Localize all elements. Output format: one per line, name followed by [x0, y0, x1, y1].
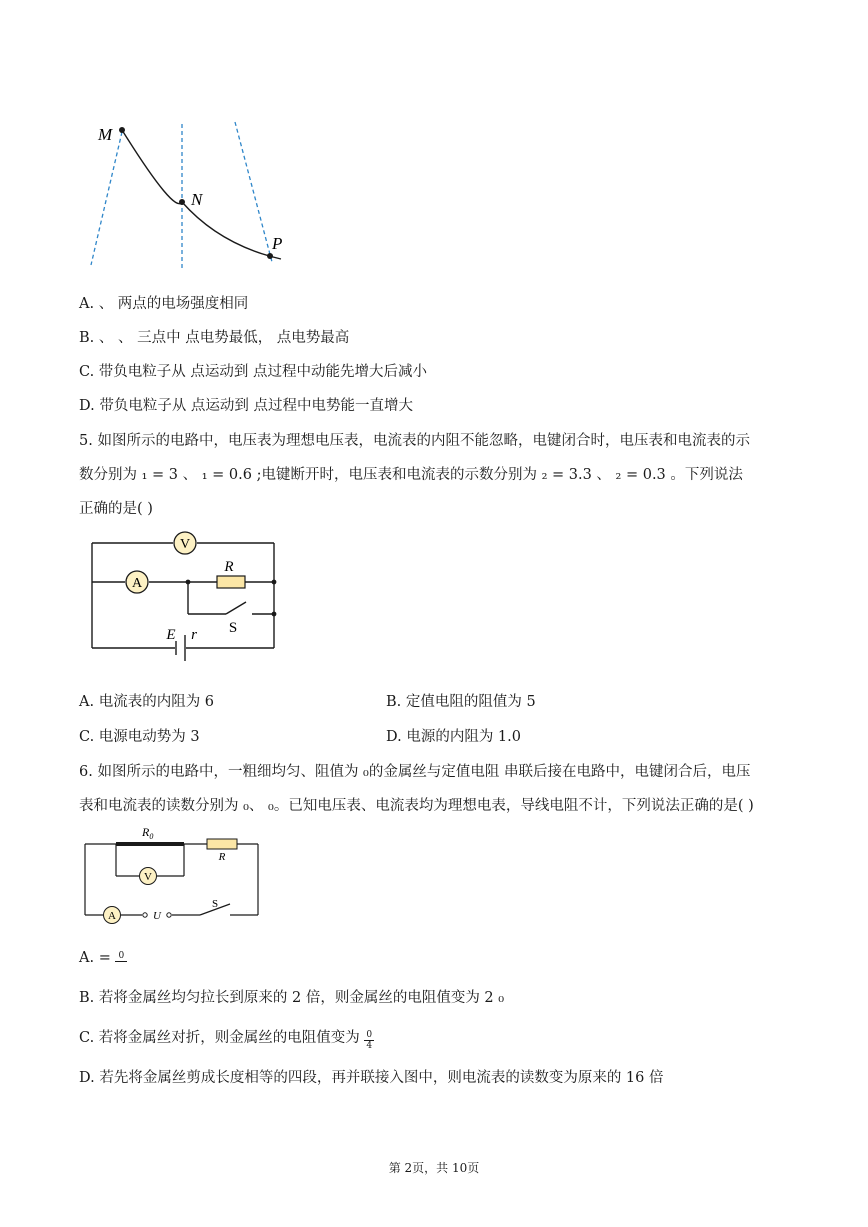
q5-stem-line3: 正确的是( ) [79, 501, 153, 517]
q6-resistor-label: R [218, 851, 226, 863]
dashed-equipotential-right [235, 122, 272, 262]
q4-option-a: A. 、 两点的电场强度相同 [79, 296, 249, 312]
q6-ammeter-icon [104, 907, 121, 924]
svg-text:A: A [108, 910, 116, 922]
resistor-icon [217, 576, 245, 588]
q6-circuit-figure [80, 824, 264, 924]
r0-label: $R_0$ [142, 825, 154, 841]
q6-stem-line1: 6. 如图所示的电路中，一粗细均匀、阻值为 ₀的金属丝与定值电阻 串联后接在电路中，电键闭合后，电压 [79, 764, 751, 780]
label-m: M [98, 125, 113, 144]
q4-option-c: C. 带负电粒子从 点运动到 点过程中动能先增大后减小 [79, 364, 428, 380]
point-m-dot [119, 127, 125, 133]
q5-stem-line2: 数分别为 ₁ = 3 、 ₁ = 0.6 ;电键断开时，电压表和电流表的示数分别为 ₂ = 3.3 、 ₂ = 0.3 。下列说法 [79, 467, 743, 483]
voltmeter-icon [174, 532, 196, 554]
resistor-label: R [224, 559, 234, 575]
svg-text:A: A [131, 576, 143, 591]
svg-text:V: V [179, 537, 191, 552]
label-p: P [272, 234, 283, 253]
q6-option-b: B. 若将金属丝均匀拉长到原来的 2 倍，则金属丝的电阻值变为 2 ₀ [79, 990, 505, 1006]
q5-option-b: B. 定值电阻的阻值为 5 [386, 694, 536, 710]
q6-option-c-fraction [364, 1030, 374, 1051]
q6-option-a-prefix: A. = [79, 950, 111, 966]
q6-option-c [79, 1028, 374, 1051]
emf-label: E [166, 627, 176, 643]
q6-option-d: D. 若先将金属丝剪成长度相等的四段，再并联接入图中，则电流表的读数变为原来的 16 倍 [79, 1070, 664, 1086]
q6-switch-label: S [211, 898, 219, 910]
q5-option-a: A. 电流表的内阻为 6 [79, 694, 215, 710]
internal-r-label: r [191, 627, 197, 643]
q6-option-a [79, 948, 127, 968]
q4-option-d: D. 带负电粒子从 点运动到 点过程中电势能一直增大 [79, 398, 414, 414]
q6-voltmeter-icon [140, 868, 157, 885]
point-p-dot [267, 253, 273, 259]
switch-label: S [228, 620, 238, 636]
q6-stem-line2: 表和电流表的读数分别为 ₀、 ₀。已知电压表、电流表均为理想电表，导线电阻不计，下列说法正确的是( ) [79, 798, 754, 814]
q6-option-c-numerator: 0 [366, 1030, 373, 1040]
page-footer: 第 2页，共 10页 [388, 1161, 480, 1175]
point-n-dot [179, 199, 185, 205]
svg-text:V: V [144, 871, 152, 883]
field-lines-figure [80, 110, 312, 282]
dashed-equipotential-left [91, 132, 122, 265]
q6-option-c-denominator: 4 [366, 1041, 373, 1051]
battery-icon [176, 635, 185, 661]
source-label: U [153, 910, 161, 922]
q6-option-a-fraction: 0 [115, 951, 127, 962]
q5-option-d: D. 电源的内阻为 1.0 [386, 729, 521, 745]
q6-option-c-prefix: C. 若将金属丝对折，则金属丝的电阻值变为 [79, 1030, 360, 1046]
q5-stem-line1: 5. 如图所示的电路中，电压表为理想电压表，电流表的内阻不能忽略，电键闭合时，电压表和电流表的示 [79, 433, 750, 449]
q6-resistor-icon [207, 839, 237, 849]
label-n: N [191, 190, 203, 209]
ammeter-icon [126, 571, 148, 593]
q5-option-c: C. 电源电动势为 3 [79, 729, 200, 745]
q5-circuit-figure [84, 528, 296, 664]
q4-option-b: B. 、 、 三点中 点电势最低， 点电势最高 [79, 330, 350, 346]
switch-blade [226, 602, 246, 614]
